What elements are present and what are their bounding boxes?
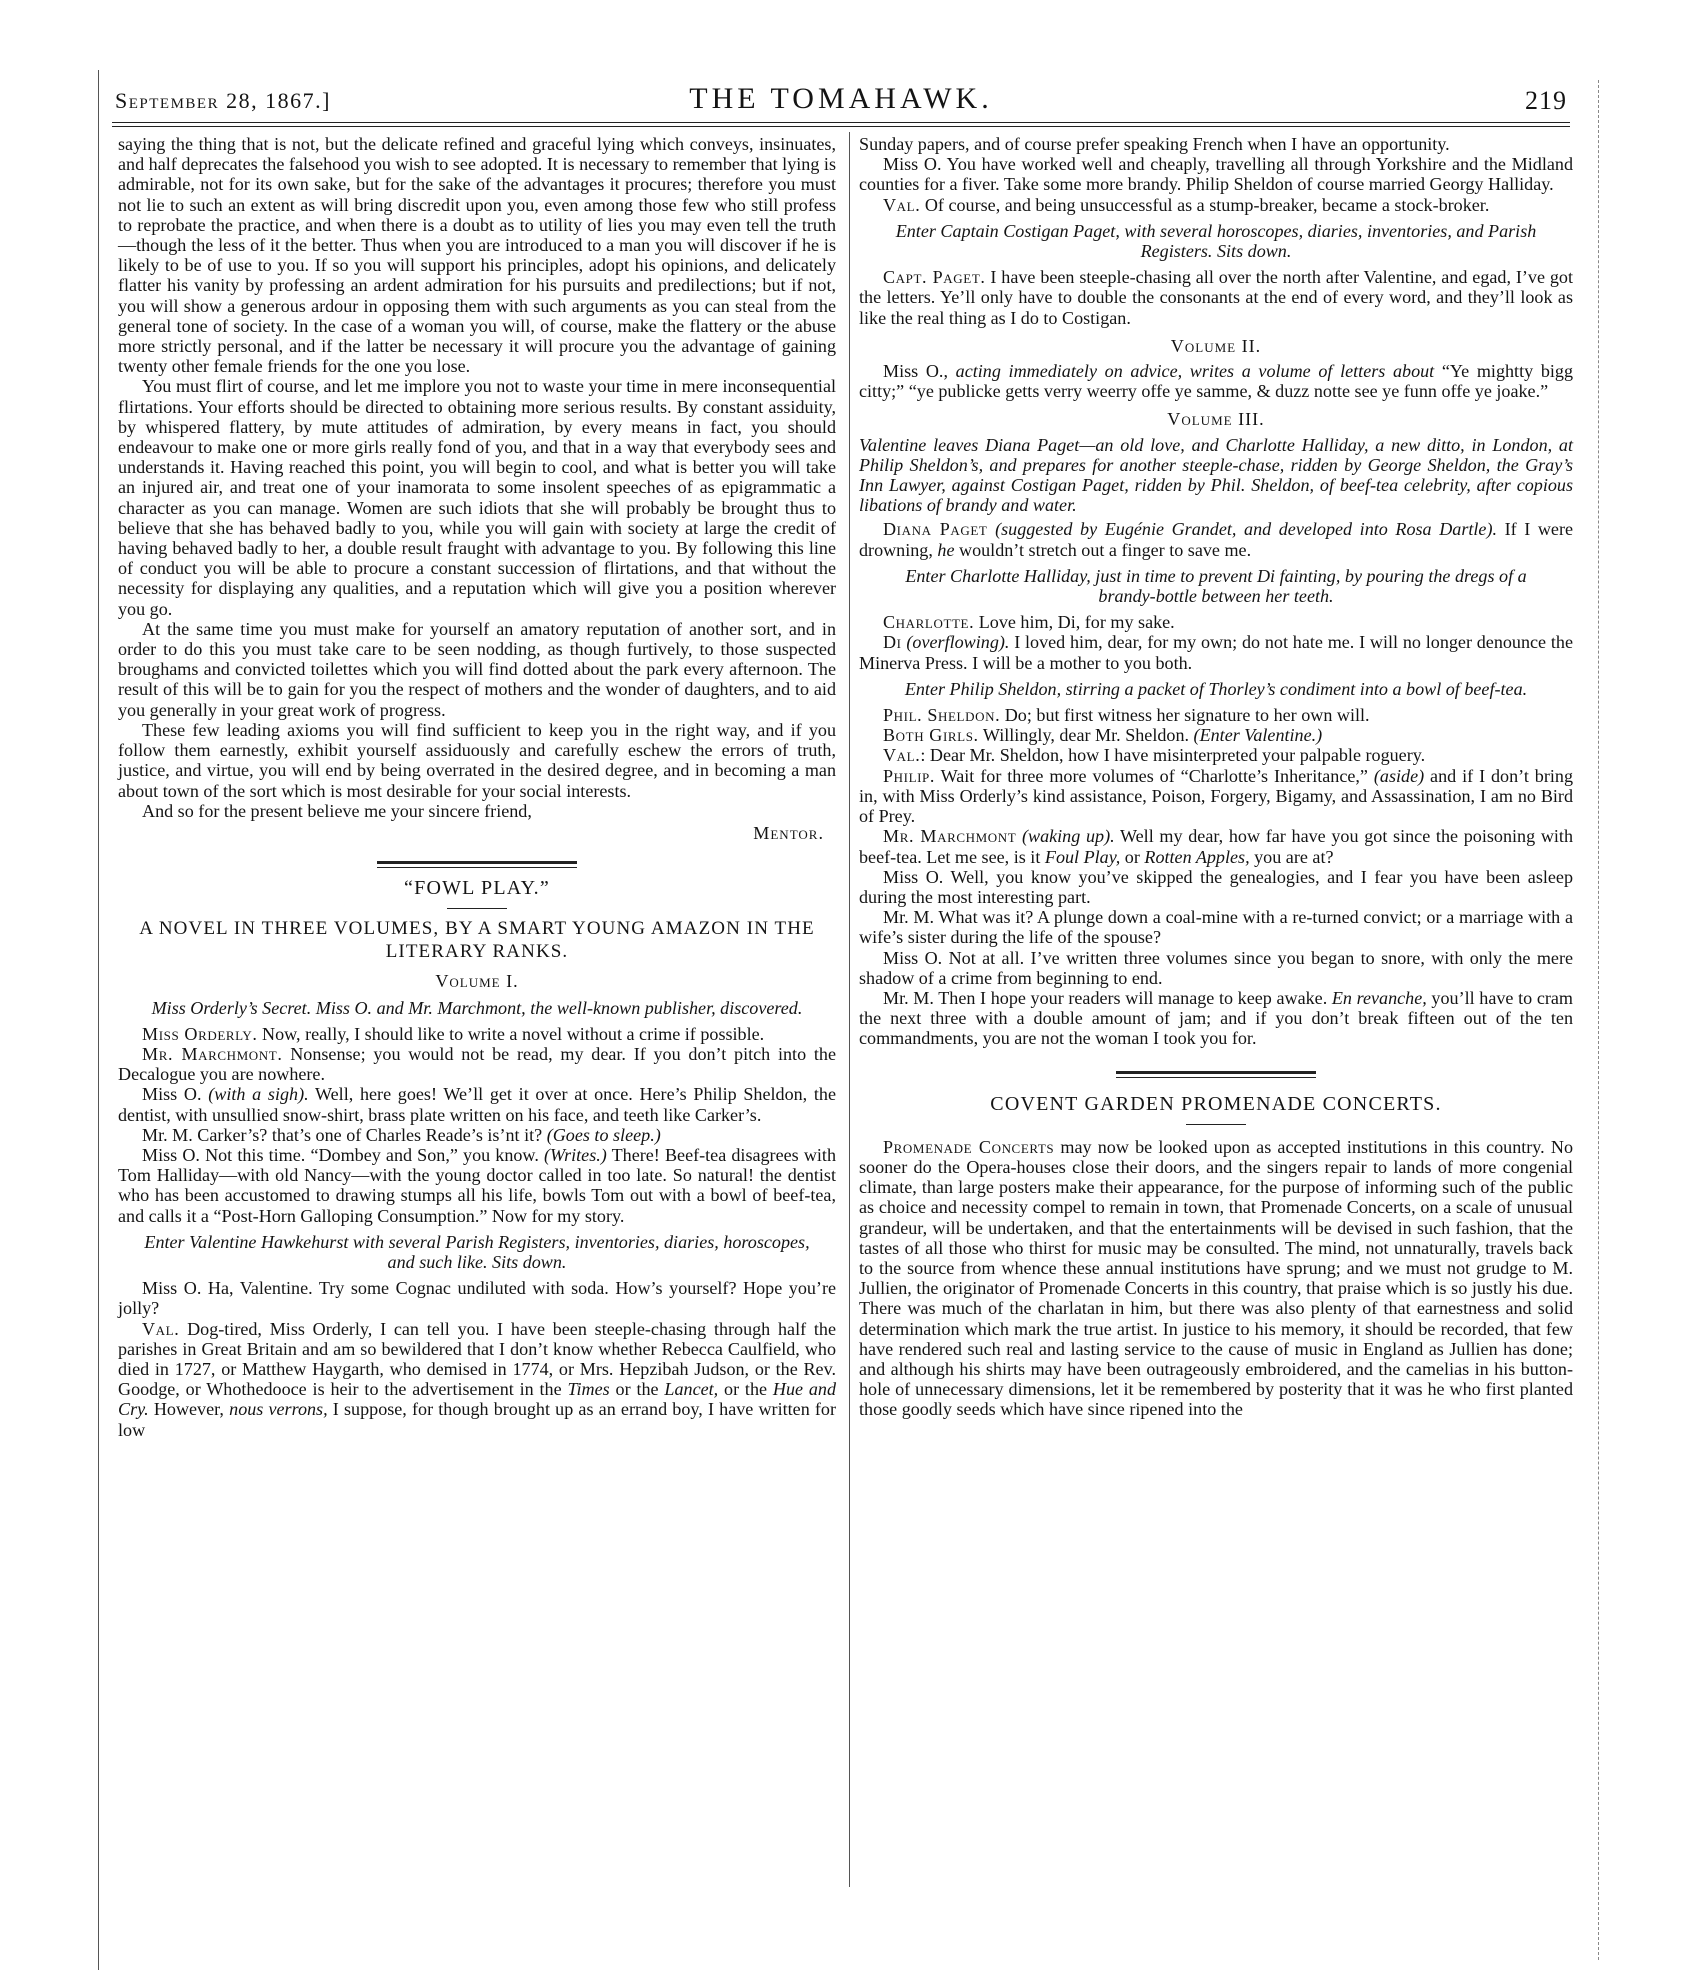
stage-aside: (with a sigh). xyxy=(201,1084,309,1105)
stage-direction: Enter Charlotte Halliday, just in time to prevent Di fainting, by pouring the dregs of a brandy-bottle between her teeth. xyxy=(905,565,1527,607)
dialogue-line xyxy=(859,867,1573,907)
spoken-text: Love him, Di, for my sake. xyxy=(974,612,1175,633)
spoken-text: Not this time. “Dombey and Son,” you know. xyxy=(199,1144,544,1165)
spoken-text: Now, really, I should like to write a novel without a crime if possible. xyxy=(257,1023,765,1044)
dialogue-line xyxy=(118,1278,836,1318)
speaker-name: Mr. M. xyxy=(142,1124,193,1145)
masthead-rule-top xyxy=(112,122,1570,123)
speaker-name: Both Girls. xyxy=(883,725,979,746)
spoken-text: or the xyxy=(609,1379,665,1400)
stage-aside: (Enter Valentine.) xyxy=(1193,725,1323,746)
essay-paragraph-2: You must flirt of course, and let me implore you not to waste your time in mere inconsequential flirtations. Your efforts should be directed to obtaining more serious results. By constant assiduity, by whispered flattery, by mute attitudes of admiration, by every means in fact, you should endeavour to make one or more girls really fond of you, and that in a way that everybody sees and understands it. Having reached this point, you will begin to cool, and what is better you will take an injured air, and treat one of your inamorata to some insolent speeches of as epigrammatic a character as you can manage. Women are such idiots that she will probably be brought thus to believe that she has behaved badly to you, while you will gain with society at large the credit of having behaved badly to her, a double result fraught with advantage to you. By following this line of conduct you will be able to procure a constant succession of flirtations, and that without the necessity for displaying any qualities, and a reputation which will give you a position wherever you go. xyxy=(118,376,836,619)
dialogue-line xyxy=(118,1319,836,1440)
right-page-edge xyxy=(1598,80,1599,1960)
dialogue-line xyxy=(859,766,1573,827)
stage-aside: (suggested by Eugénie Grandet, and developed into Rosa Dartle). xyxy=(987,519,1497,540)
speaker-name: Philip. xyxy=(883,765,936,786)
speaker-name: Miss O. xyxy=(883,866,944,887)
spoken-text: you’ll have to cram the next three with a double amount of jam; and if you don’t break fifteen out of the ten commandments, you are not the woman I took you for. xyxy=(859,987,1573,1049)
spoken-text: or the xyxy=(718,1379,773,1400)
dialogue-line xyxy=(859,361,1573,401)
lead-in: Promenade Concerts xyxy=(883,1136,1055,1157)
dialogue-line xyxy=(859,267,1573,328)
publication-title: THE TOMAHAWK. xyxy=(689,82,993,115)
speaker-name: Val. xyxy=(883,194,921,215)
dialogue-line xyxy=(859,195,1573,215)
spoken-text: Carker’s? that’s one of Charles Reade’s is’nt it? xyxy=(192,1124,547,1145)
italic-phrase: nous verrons, xyxy=(229,1399,328,1420)
speaker-name: Miss O. xyxy=(883,154,942,175)
spoken-text: Willingly, dear Mr. Sheldon. xyxy=(978,725,1194,746)
dialogue-line xyxy=(859,907,1573,947)
section-divider-rule xyxy=(1116,1071,1316,1078)
stage-aside: acting immediately on advice, writes a volume of letters about xyxy=(947,361,1435,382)
dialogue-line xyxy=(118,1145,836,1226)
article-text: may now be looked upon as accepted institutions in this country. No sooner do the Opera-houses close their doors, and the singers repair to lands of more congenial climate, than large posters make their appearance, for the purpose of informing such of the public as choice and necessity compel to remain in town, that Promenade Concerts, on a scale of unusual grandeur, will be undertaken, and that the entertainments will be devised in such fashion, that the tastes of all those who thirst for music may be consulted. The mind, not unnaturally, travels back to the source from whence these annual institutions have sprung; and we must not grudge to M. Jullien, the originator of Promenade Concerts in this country, that praise which is so justly his due. There was much of the charlatan in him, but there was also plenty of that earnestness and solid determination which mark the true artist. In justice to his memory, it should be recorded, that few have rendered such real and lasting service to the cause of music in England as Jullien has done; and although his shirts may have been outrageously embroidered, and the camelias in his button-hole of unnecessary dimensions, let it be remembered by posterity that it was he who first planted those goodly seeds which have since ripened into the xyxy=(859,1136,1573,1420)
dialogue-line xyxy=(118,1024,836,1044)
spoken-text: Well my dear, how far have you got since the poisoning with beef-tea. Let me see, is it xyxy=(859,826,1573,867)
stage-aside: (Goes to sleep.) xyxy=(546,1124,661,1145)
spoken-text: I have been steeple-chasing all over the north after Valentine, and egad, I’ve got the letters. Ye’ll only have to double the consonants at the end of every word, and they’ll look as like the real thing as I do to Costigan. xyxy=(859,267,1573,328)
right-column xyxy=(859,134,1573,1420)
speaker-name: Mr. M. xyxy=(883,987,934,1008)
spoken-text: and if I don’t bring in, with Miss Orderly’s kind assistance, Poison, Forgery, Bigamy, and Assassination, I am no Bird of Prey. xyxy=(859,765,1573,827)
speaker-name: Miss O. xyxy=(883,947,943,968)
fowl-play-title: “FOWL PLAY.” xyxy=(404,877,550,900)
italic-title: Rotten Apples, xyxy=(1144,846,1250,867)
spoken-text: What was it? A plunge down a coal-mine with a re-turned convict; or a marriage with a wife’s sister during the life of the spouse? xyxy=(859,907,1573,948)
speaker-name: Diana Paget xyxy=(883,519,988,540)
masthead xyxy=(115,82,1567,118)
spoken-text: Of course, and being unsuccessful as a stump-breaker, became a stock-broker. xyxy=(920,194,1490,215)
spoken-text: wouldn’t stretch out a finger to save me. xyxy=(954,539,1252,560)
speaker-name: Miss O., xyxy=(883,361,948,382)
speaker-name: Mr. Marchmont. xyxy=(142,1043,283,1064)
dialogue-line xyxy=(859,745,1573,765)
left-page-edge xyxy=(98,70,99,1970)
spoken-text: I suppose, for though brought up as an errand boy, I have written for low xyxy=(118,1399,837,1440)
spoken-text: Nonsense; you would not be read, my dear. If you don’t pitch into the Decalogue you are nowhere. xyxy=(118,1043,836,1085)
dialogue-line xyxy=(859,725,1573,745)
speaker-name: Phil. Sheldon. xyxy=(883,705,1001,726)
dialogue-line xyxy=(859,519,1573,559)
column-divider xyxy=(849,132,850,1887)
spoken-text: However, xyxy=(148,1399,230,1420)
dialogue-line xyxy=(118,1084,836,1124)
section-divider-rule xyxy=(377,861,577,868)
speaker-name: Miss O. xyxy=(142,1144,200,1165)
concert-article-paragraph xyxy=(859,1137,1573,1420)
stage-direction: Valentine leaves Diana Paget—an old love, and Charlotte Halliday, a new ditto, in London, at Philip Sheldon’s, and prepares for another steeple-chase, ridden by George Sheldon, the Gray’s Inn Lawyer, against Costigan Paget, ridden by Phil. Sheldon, of beef-tea celebrity, after copious libations of brandy and water. xyxy=(859,434,1573,516)
volume-three-heading: Volume III. xyxy=(1167,409,1265,430)
essay-signature: Mentor. xyxy=(753,822,824,843)
spoken-text: There! Beef-tea disagrees with Tom Halliday—with old Nancy—with the young doctor called in too late. So natural! the dentist who has been accustomed to drawing stumps all his life, bowls Tom out with a bowl of beef-tea, and calls it a “Post-Horn Galloping Consumption.” Now for my story. xyxy=(118,1144,836,1226)
speaker-name: Miss O. xyxy=(142,1278,202,1299)
italic-phrase: En revanche, xyxy=(1331,987,1427,1008)
stage-aside: (waking up). xyxy=(1016,826,1115,847)
spoken-text: or xyxy=(1120,846,1145,867)
italic-title: Times xyxy=(567,1379,610,1400)
spoken-text: You have worked well and cheaply, travelling all through Yorkshire and the Midland counties for a fiver. Take some more brandy. Philip Sheldon of course married Georgy Halliday. xyxy=(859,154,1573,195)
spoken-text: If I were drowning, xyxy=(859,519,1574,560)
essay-closing: And so for the present believe me your sincere friend, xyxy=(142,800,532,821)
speaker-name: Mr. Marchmont xyxy=(883,826,1017,847)
speaker-name: Mr. M. xyxy=(883,907,934,928)
stage-aside: (overflowing). xyxy=(901,632,1010,653)
speaker-name: Miss Orderly. xyxy=(142,1023,258,1044)
title-underline xyxy=(1186,1124,1246,1125)
issue-date: September 28, 1867.] xyxy=(115,88,331,113)
covent-garden-title: COVENT GARDEN PROMENADE CONCERTS. xyxy=(990,1092,1442,1115)
volume-one-heading: Volume I. xyxy=(435,971,519,992)
stage-aside: (Writes.) xyxy=(543,1144,607,1165)
dialogue-line xyxy=(859,826,1573,866)
essay-paragraph-1: saying the thing that is not, but the delicate refined and graceful lying which conveys, insinuates, and half deprecates the falsehood you wish to see adopted. It is necessary to remember that lying is admirable, not for its own sake, but for the sake of the advantages it procures; therefore you must not lie to such an extent as will bring discredit upon you, even among those few who still profess to reprobate the practice, and when there is a doubt as to utility of lies you may even tell the truth—though the less of it the better. Thus when you are introduced to a man you will discover if he is likely to be of use to you. If so you will support his principles, adopt his opinions, and delicately flatter his vanity by professing an ardent admiration for his pursuits and predilections; but if not, you will show a generous ardour in opposing them with such arguments as you can steal from the general tone of society. In the case of a woman you will, of course, make the flattery or the abuse more strictly personal, and if the latter be necessary it will procure you the advantage of gaining twenty other female friends for the one you lose. xyxy=(118,134,836,377)
stage-direction: Enter Philip Sheldon, stirring a packet of Thorley’s condiment into a bowl of beef-tea. xyxy=(904,678,1528,699)
dialogue-line xyxy=(859,632,1573,672)
spoken-text: I loved him, dear, for my own; do not hate me. I will no longer denounce the Minerva Press. I will be a mother to you both. xyxy=(859,632,1573,673)
stage-direction: Enter Captain Costigan Paget, with several horoscopes, diaries, inventories, and Parish Registers. Sits down. xyxy=(895,220,1537,262)
spoken-text: Ha, Valentine. Try some Cognac undiluted with soda. How’s yourself? Hope you’re jolly? xyxy=(118,1278,837,1319)
dialogue-line xyxy=(859,988,1573,1049)
stage-direction: Enter Valentine Hawkehurst with several Parish Registers, inventories, diaries, horoscopes, and such like. Sits down. xyxy=(144,1231,810,1272)
spoken-text: Then I hope your readers will manage to keep awake. xyxy=(933,987,1332,1008)
masthead-rule-bottom xyxy=(112,126,1570,127)
emphasis: he xyxy=(937,539,955,560)
spoken-text: Dog-tired, Miss Orderly, I can tell you. I have been steeple-chasing through half the parishes in Great Britain and am so bewildered that I don’t know whether Rebecca Caulfield, who died in 1727, or Matthew Haygarth, who demised in 1774, or Mrs. Hepzibah Judson, or the Rev. Goodge, or Whothedooce is heir to the advertisement in the xyxy=(118,1318,836,1400)
spoken-text: Do; but first witness her signature to her own will. xyxy=(1000,705,1370,726)
italic-title: Foul Play, xyxy=(1044,846,1121,867)
stage-direction: Miss Orderly’s Secret. Miss O. and Mr. Marchmont, the well-known publisher, discovered. xyxy=(151,997,803,1018)
continued-text: Sunday papers, and of course prefer speaking French when I have an opportunity. xyxy=(859,134,1450,154)
speaker-name: Val. xyxy=(883,745,921,766)
volume-two-heading: Volume II. xyxy=(1170,335,1262,356)
italic-title: Hue and Cry. xyxy=(118,1379,837,1420)
fowl-play-subtitle: A NOVEL IN THREE VOLUMES, BY A SMART YOUNG AMAZON IN THE LITERARY RANKS. xyxy=(139,918,815,963)
left-column xyxy=(118,134,836,1440)
spoken-text: Well, you know you’ve skipped the genealogies, and I fear you have been asleep during the most interesting part. xyxy=(859,866,1574,907)
dialogue-line xyxy=(859,948,1573,988)
spoken-text: you are at? xyxy=(1249,846,1334,867)
dialogue-line xyxy=(859,612,1573,632)
spoken-text: Well, here goes! We’ll get it over at once. Here’s Philip Sheldon, the dentist, with unsullied snow-shirt, brass plate written on his face, and teeth like Carker’s. xyxy=(118,1084,837,1125)
dialogue-line xyxy=(118,1044,836,1084)
dialogue-line xyxy=(118,1125,836,1145)
speaker-name: Miss O. xyxy=(142,1084,202,1105)
spoken-text: Not at all. I’ve written three volumes since you began to snore, with only the mere shadow of a crime from beginning to end. xyxy=(859,947,1574,988)
title-underline xyxy=(447,908,507,909)
essay-paragraph-3: At the same time you must make for yourself an amatory reputation of another sort, and in order to do this you must take care to be seen nodding, as though furtively, to those suspected broughams and convicted toilettes which you will find dotted about the park every afternoon. The result of this will be to gain for you the respect of mothers and the wonder of daughters, and to aid you generally in your great work of progress. xyxy=(118,618,836,720)
dialogue-line xyxy=(859,705,1573,725)
spoken-text: Wait for three more volumes of “Charlotte’s Inheritance,” xyxy=(935,765,1374,786)
dialogue-line xyxy=(859,154,1573,194)
stage-aside: (aside) xyxy=(1373,765,1425,786)
speaker-name: Capt. Paget. xyxy=(883,267,986,288)
page-number: 219 xyxy=(1525,86,1567,115)
spoken-text: : Dear Mr. Sheldon, how I have misinterpreted your palpable roguery. xyxy=(920,745,1426,766)
speaker-name: Charlotte. xyxy=(883,612,975,633)
italic-title: Lancet, xyxy=(664,1379,719,1400)
speaker-name: Di xyxy=(883,632,902,653)
spoken-text: “Ye mightty bigg citty;” “ye publicke getts verry weerry offe ye samme, & duzz notte see ye funn offe ye joake.” xyxy=(859,361,1573,402)
essay-paragraph-4: These few leading axioms you will find sufficient to keep you in the right way, and if you follow them earnestly, exhibit yourself assiduously and carefully eschew the errors of truth, justice, and virtue, you will end by being overrated in the desired degree, and in becoming a man about town of the sort which is most desirable for your social interests. xyxy=(118,719,836,801)
speaker-name: Val. xyxy=(142,1318,180,1339)
